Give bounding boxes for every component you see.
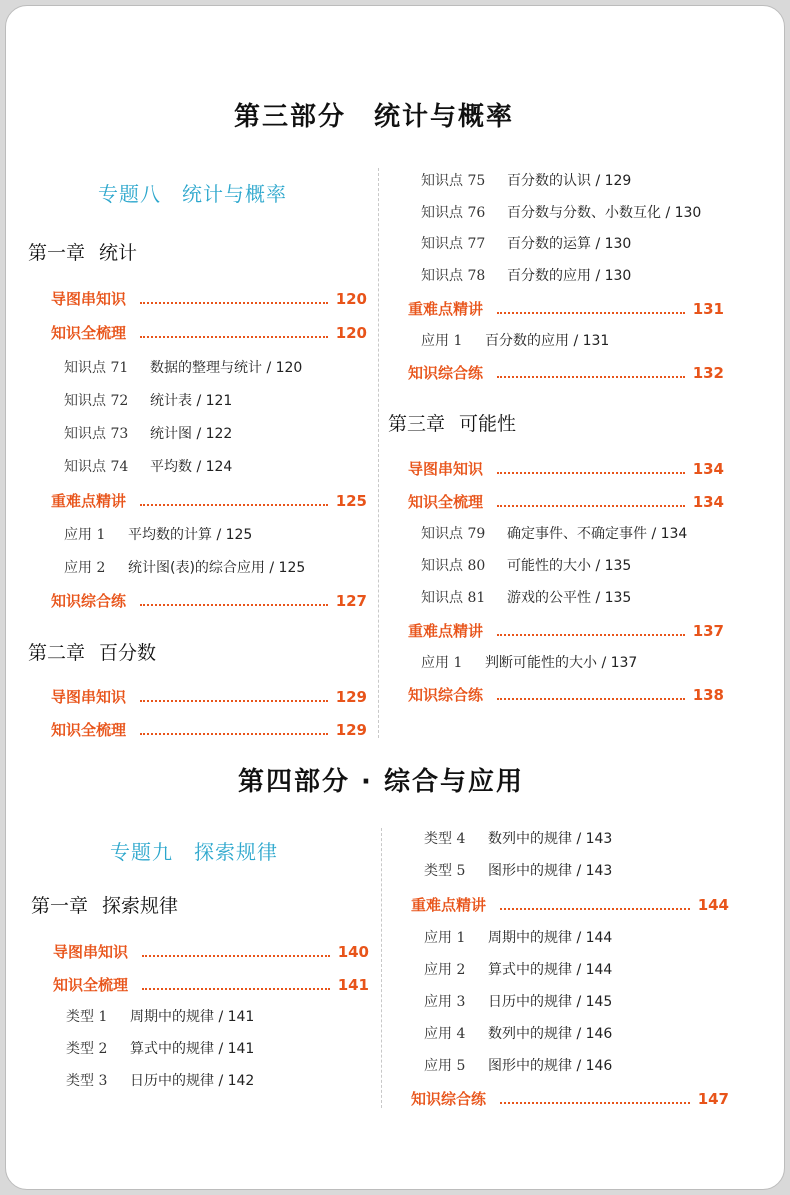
toc-entry-key-points[interactable] — [408, 620, 724, 641]
toc-entry-guide[interactable] — [408, 458, 724, 479]
toc-subentry[interactable] — [424, 927, 612, 947]
entry-label: 重难点精讲 — [408, 300, 484, 318]
toc-subentry[interactable] — [66, 1038, 254, 1058]
entry-text: 百分数的应用 / 130 — [507, 268, 632, 284]
entry-label: 重难点精讲 — [408, 622, 484, 640]
part3-topic: 专题八 统计与概率 — [98, 182, 287, 206]
toc-subentry[interactable] — [421, 202, 701, 222]
toc-subentry[interactable] — [64, 524, 252, 544]
toc-subentry[interactable] — [64, 456, 232, 476]
part3-title: 第三部分 统计与概率 — [234, 102, 515, 132]
entry-text: 日历中的规律 / 145 — [488, 994, 613, 1010]
entry-prefix: 应用 4 — [424, 1026, 466, 1042]
page-number: 129 — [335, 688, 367, 706]
column-divider — [378, 168, 379, 738]
part4-chapter1-heading — [31, 891, 178, 918]
leader-dots — [140, 733, 328, 735]
leader-dots — [140, 336, 328, 338]
entry-text: 数列中的规律 / 143 — [488, 831, 613, 847]
toc-subentry[interactable] — [424, 959, 612, 979]
part3-chapter2-heading — [28, 638, 156, 665]
toc-subentry[interactable] — [64, 357, 302, 377]
chapter-label: 第一章 — [31, 895, 89, 917]
entry-text: 平均数的计算 / 125 — [128, 527, 253, 543]
entry-text: 周期中的规律 / 141 — [130, 1009, 255, 1025]
entry-prefix: 应用 1 — [421, 333, 463, 349]
leader-dots — [142, 955, 330, 957]
entry-prefix: 知识点 81 — [421, 590, 486, 606]
toc-entry-review[interactable] — [51, 719, 367, 740]
chapter-label: 第二章 — [28, 642, 86, 664]
toc-entry-key-points[interactable] — [411, 894, 729, 915]
leader-dots — [500, 908, 690, 910]
entry-label: 知识全梳理 — [51, 324, 127, 342]
entry-label: 重难点精讲 — [411, 896, 487, 914]
toc-subentry[interactable] — [424, 860, 612, 880]
part4-title: 第四部分 · 综合与应用 — [238, 767, 524, 797]
entry-prefix: 知识点 78 — [421, 268, 486, 284]
page-number: 138 — [692, 686, 724, 704]
leader-dots — [140, 604, 328, 606]
entry-text: 图形中的规律 / 146 — [488, 1058, 613, 1074]
page-number: 147 — [697, 1090, 729, 1108]
entry-prefix: 知识点 75 — [421, 173, 486, 189]
toc-entry-practice[interactable] — [408, 684, 724, 705]
chapter-title: 百分数 — [99, 642, 157, 664]
entry-text: 百分数的应用 / 131 — [485, 333, 610, 349]
page-number: 120 — [335, 290, 367, 308]
toc-subentry[interactable] — [64, 390, 232, 410]
toc-entry-key-points[interactable] — [51, 490, 367, 511]
toc-subentry[interactable] — [421, 652, 637, 672]
entry-label: 知识全梳理 — [408, 493, 484, 511]
toc-subentry[interactable] — [66, 1070, 254, 1090]
toc-subentry[interactable] — [424, 1055, 612, 1075]
toc-subentry[interactable] — [421, 265, 631, 285]
entry-text: 算式中的规律 / 144 — [488, 962, 613, 978]
entry-label: 导图串知识 — [53, 943, 129, 961]
chapter-title: 探索规律 — [102, 895, 179, 917]
entry-label: 导图串知识 — [51, 290, 127, 308]
entry-text: 平均数 / 124 — [150, 459, 233, 475]
toc-subentry[interactable] — [424, 1023, 612, 1043]
leader-dots — [497, 505, 685, 507]
toc-subentry[interactable] — [421, 330, 609, 350]
toc-subentry[interactable] — [424, 991, 612, 1011]
toc-subentry[interactable] — [421, 170, 631, 190]
toc-subentry[interactable] — [421, 523, 687, 543]
entry-text: 游戏的公平性 / 135 — [507, 590, 632, 606]
entry-label: 知识综合练 — [408, 364, 484, 382]
entry-text: 判断可能性的大小 / 137 — [485, 655, 638, 671]
toc-entry-review[interactable] — [408, 491, 724, 512]
leader-dots — [497, 634, 685, 636]
entry-prefix: 类型 5 — [424, 863, 466, 879]
toc-subentry[interactable] — [421, 233, 631, 253]
page-number: 120 — [335, 324, 367, 342]
entry-text: 数列中的规律 / 146 — [488, 1026, 613, 1042]
entry-text: 统计图 / 122 — [150, 426, 233, 442]
entry-text: 日历中的规律 / 142 — [130, 1073, 255, 1089]
entry-text: 统计表 / 121 — [150, 393, 233, 409]
entry-prefix: 知识点 80 — [421, 558, 486, 574]
entry-label: 知识综合练 — [411, 1090, 487, 1108]
entry-prefix: 知识点 71 — [64, 360, 129, 376]
entry-prefix: 知识点 73 — [64, 426, 129, 442]
entry-label: 知识综合练 — [51, 592, 127, 610]
page-number: 134 — [692, 460, 724, 478]
entry-prefix: 知识点 77 — [421, 236, 486, 252]
entry-label: 导图串知识 — [408, 460, 484, 478]
entry-label: 知识全梳理 — [51, 721, 127, 739]
page-number: 129 — [335, 721, 367, 739]
entry-text: 数据的整理与统计 / 120 — [150, 360, 303, 376]
toc-entry-practice[interactable] — [51, 590, 367, 611]
leader-dots — [497, 376, 685, 378]
entry-label: 知识全梳理 — [53, 976, 129, 994]
leader-dots — [142, 988, 330, 990]
page-number: 140 — [337, 943, 369, 961]
entry-text: 图形中的规律 / 143 — [488, 863, 613, 879]
chapter-label: 第一章 — [28, 242, 86, 264]
entry-prefix: 类型 4 — [424, 831, 466, 847]
leader-dots — [140, 504, 328, 506]
entry-prefix: 应用 2 — [424, 962, 466, 978]
chapter-label: 第三章 — [388, 413, 446, 435]
entry-prefix: 应用 1 — [64, 527, 106, 543]
page-number: 131 — [692, 300, 724, 318]
entry-prefix: 应用 2 — [64, 560, 106, 576]
toc-entry-guide[interactable] — [51, 686, 367, 707]
toc-subentry[interactable] — [421, 555, 631, 575]
page-number: 127 — [335, 592, 367, 610]
toc-entry-guide[interactable] — [51, 288, 367, 309]
entry-label: 重难点精讲 — [51, 492, 127, 510]
entry-prefix: 知识点 74 — [64, 459, 129, 475]
entry-prefix: 应用 5 — [424, 1058, 466, 1074]
entry-label: 导图串知识 — [51, 688, 127, 706]
leader-dots — [497, 698, 685, 700]
entry-prefix: 知识点 76 — [421, 205, 486, 221]
toc-entry-review[interactable] — [53, 974, 369, 995]
toc-subentry[interactable] — [424, 828, 612, 848]
toc-subentry[interactable] — [64, 423, 232, 443]
leader-dots — [500, 1102, 690, 1104]
entry-text: 百分数与分数、小数互化 / 130 — [507, 205, 702, 221]
entry-text: 可能性的大小 / 135 — [507, 558, 632, 574]
entry-text: 百分数的认识 / 129 — [507, 173, 632, 189]
leader-dots — [497, 472, 685, 474]
entry-prefix: 应用 1 — [424, 930, 466, 946]
page-number: 137 — [692, 622, 724, 640]
entry-text: 统计图(表)的综合应用 / 125 — [128, 560, 306, 576]
entry-prefix: 应用 3 — [424, 994, 466, 1010]
leader-dots — [497, 312, 685, 314]
part3-chapter3-heading — [388, 409, 516, 436]
toc-entry-practice[interactable] — [408, 362, 724, 383]
toc-entry-practice[interactable] — [411, 1088, 729, 1109]
entry-prefix: 应用 1 — [421, 655, 463, 671]
entry-prefix: 知识点 72 — [64, 393, 129, 409]
entry-text: 百分数的运算 / 130 — [507, 236, 632, 252]
chapter-title: 可能性 — [459, 413, 517, 435]
entry-label: 知识综合练 — [408, 686, 484, 704]
entry-prefix: 类型 1 — [66, 1009, 108, 1025]
toc-entry-review[interactable] — [51, 322, 367, 343]
entry-text: 周期中的规律 / 144 — [488, 930, 613, 946]
toc-subentry[interactable] — [66, 1006, 254, 1026]
toc-entry-guide[interactable] — [53, 941, 369, 962]
page-number: 132 — [692, 364, 724, 382]
part4-topic: 专题九 探索规律 — [110, 840, 278, 864]
page-number: 125 — [335, 492, 367, 510]
toc-entry-key-points[interactable] — [408, 298, 724, 319]
entry-prefix: 知识点 79 — [421, 526, 486, 542]
entry-prefix: 类型 2 — [66, 1041, 108, 1057]
toc-subentry[interactable] — [421, 587, 631, 607]
entry-text: 确定事件、不确定事件 / 134 — [507, 526, 688, 542]
chapter-title: 统计 — [99, 242, 138, 264]
entry-text: 算式中的规律 / 141 — [130, 1041, 255, 1057]
page-number: 141 — [337, 976, 369, 994]
page-number: 144 — [697, 896, 729, 914]
leader-dots — [140, 700, 328, 702]
page-number: 134 — [692, 493, 724, 511]
column-divider — [381, 828, 382, 1108]
contents-page — [5, 5, 785, 1190]
toc-subentry[interactable] — [64, 557, 305, 577]
entry-prefix: 类型 3 — [66, 1073, 108, 1089]
leader-dots — [140, 302, 328, 304]
part3-chapter1-heading — [28, 238, 137, 265]
